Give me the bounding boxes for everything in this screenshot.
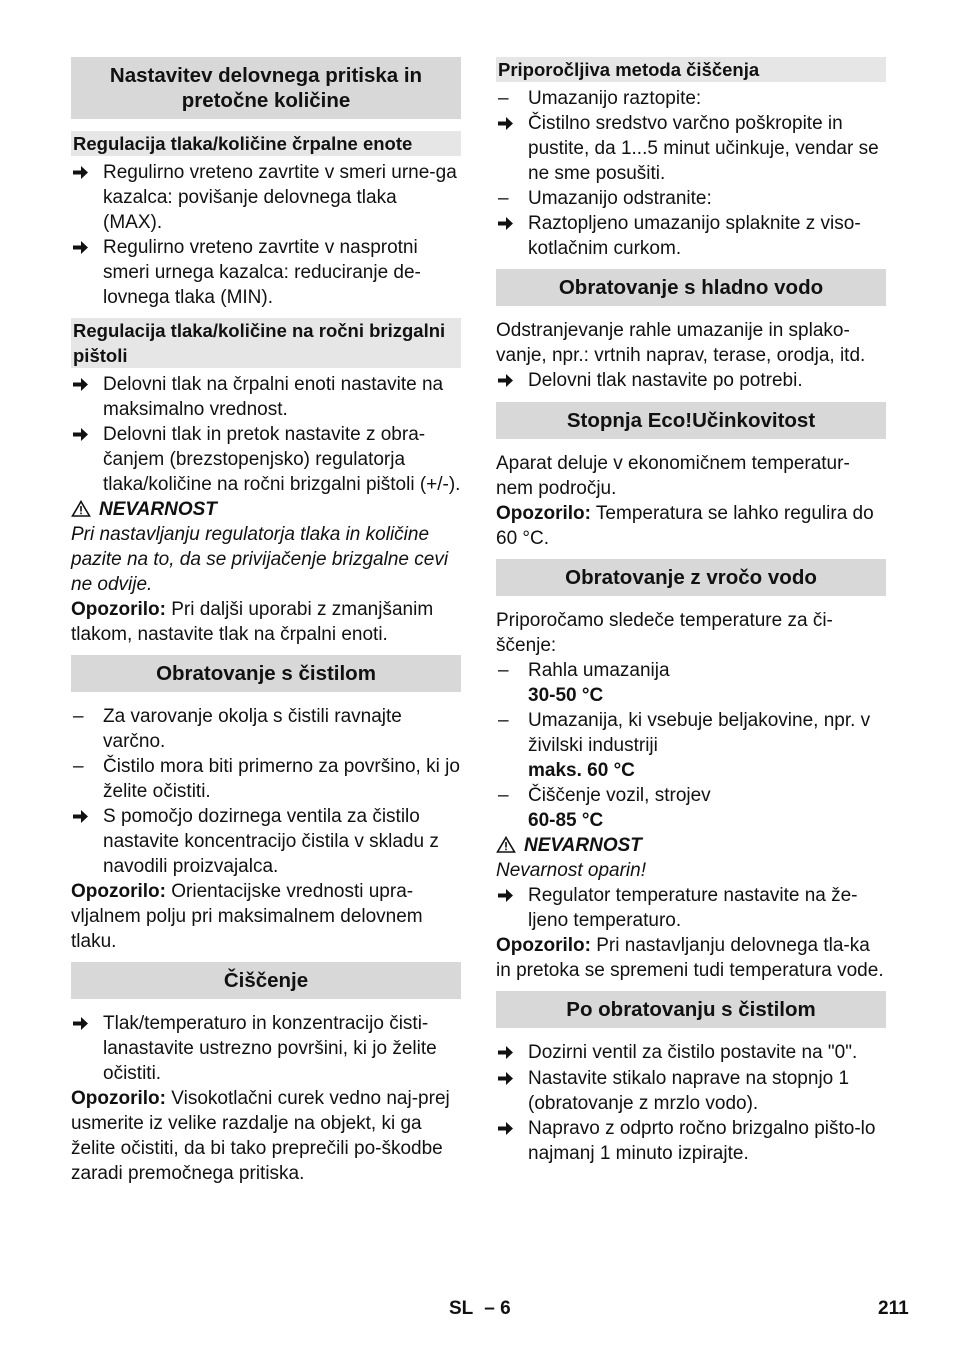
- temperature-value: 30-50 °C: [528, 685, 604, 706]
- dash-marker: –: [73, 756, 84, 777]
- arrow-icon: [496, 1040, 528, 1066]
- left-column: [71, 57, 461, 1186]
- body-text: Priporočamo sledeče temperature za či-ščenje:: [496, 610, 833, 656]
- list-item: [71, 1011, 461, 1086]
- subheading-pump-regulation: Regulacija tlaka/količine črpalne enote: [71, 131, 461, 156]
- list-item-text: Delovni tlak na črpalni enoti nastavite na maksimalno vrednost.: [103, 374, 444, 420]
- list-item: [496, 1066, 886, 1116]
- footer-section-ref: [449, 1298, 511, 1320]
- list-item-text: Umazanija, ki vsebuje beljakovine, npr. v živilski industriji: [528, 710, 871, 756]
- list-item: [496, 186, 886, 211]
- warning-triangle-icon: [71, 500, 91, 517]
- note-paragraph: [496, 933, 886, 983]
- subheading-cleaning-method: Priporočljiva metoda čiščenja: [496, 57, 886, 82]
- list-item-text: Raztopljeno umazanijo splaknite z viso-kotlačnim curkom.: [528, 213, 861, 259]
- list-item-text: Regulirno vreteno zavrtite v nasprotni smeri urnega kazalca: reduciranje de-lovnega tlaka (MIN).: [103, 237, 421, 308]
- note-label: Opozorilo:: [71, 1088, 166, 1109]
- list-item-text: Umazanijo odstranite:: [528, 188, 712, 209]
- dash-marker: –: [498, 660, 509, 681]
- dash-marker: –: [498, 710, 509, 731]
- list-item: [496, 658, 886, 708]
- list-item-text: Čistilno sredstvo varčno poškropite in pustite, da 1...5 minut učinkuje, vendar se ne sme posušiti.: [528, 113, 879, 184]
- heading-cleaning: Čiščenje: [71, 962, 461, 999]
- note-text: Visokotlačni curek vedno naj-prej usmerite iz velike razdalje na objekt, ki ga želite očistiti, da bi tako preprečili po-škodbe zaradi premočnega pritiska.: [71, 1088, 450, 1184]
- list-item: [71, 804, 461, 879]
- list-item: [496, 783, 886, 833]
- arrow-icon: [496, 111, 528, 186]
- subheading-gun-regulation: Regulacija tlaka/količine na ročni brizgalni pištoli: [71, 318, 461, 368]
- list-item: [71, 160, 461, 235]
- arrow-icon: [71, 804, 103, 879]
- list-item-text: Delovni tlak in pretok nastavite z obra-čanjem (brezstopenjsko) regulatorja tlaka/količine na ročni brizgalni pištoli (+/-).: [103, 424, 461, 495]
- heading-detergent-operation: Obratovanje s čistilom: [71, 655, 461, 692]
- heading-eco: Stopnja Eco!Učinkovitost: [496, 402, 886, 439]
- body-text: Odstranjevanje rahle umazanije in splako-vanje, npr.: vrtnih naprav, terase, orodja, itd.: [496, 320, 866, 366]
- list-item: [71, 372, 461, 422]
- danger-text: Nevarnost oparin!: [496, 860, 646, 881]
- note-text: Temperatura se lahko regulira do 60 °C.: [496, 503, 874, 549]
- dash-marker: –: [498, 188, 509, 209]
- list-item: [496, 883, 886, 933]
- danger-label: NEVARNOST: [99, 499, 217, 520]
- list-item-text: S pomočjo dozirnega ventila za čistilo nastavite koncentracijo čistila v skladu z navodili proizvajalca.: [103, 806, 439, 877]
- danger-label: NEVARNOST: [524, 835, 642, 856]
- list-item: [496, 1040, 886, 1066]
- temperature-value: maks. 60 °C: [528, 760, 635, 781]
- arrow-icon: [496, 368, 528, 394]
- page-number: 211: [878, 1298, 909, 1319]
- heading-hot-water: Obratovanje z vročo vodo: [496, 559, 886, 596]
- arrow-icon: [496, 883, 528, 933]
- list-item-text: Rahla umazanija: [528, 660, 670, 681]
- list-item: [496, 211, 886, 261]
- note-paragraph: [496, 501, 886, 551]
- arrow-icon: [71, 372, 103, 422]
- dash-marker: –: [498, 785, 509, 806]
- arrow-icon: [496, 1116, 528, 1166]
- note-label: Opozorilo:: [71, 881, 166, 902]
- list-item: [71, 422, 461, 497]
- list-item-text: Tlak/temperaturo in konzentracijo čisti-lanastavite ustrezno površini, ki jo želite očistiti.: [103, 1013, 437, 1084]
- arrow-icon: [71, 422, 103, 497]
- footer-separator: –: [484, 1298, 495, 1319]
- list-item-content: [528, 783, 711, 833]
- list-item: [496, 1116, 886, 1166]
- heading-pressure-flow: Nastavitev delovnega pritiska in pretočne količine: [71, 57, 461, 119]
- warning-triangle-icon: [496, 836, 516, 853]
- list-item: [71, 704, 461, 754]
- note-label: Opozorilo:: [496, 503, 591, 524]
- danger-heading: [496, 833, 886, 858]
- arrow-icon: [71, 160, 103, 235]
- list-item: [71, 754, 461, 804]
- arrow-icon: [496, 211, 528, 261]
- note-label: Opozorilo:: [496, 935, 591, 956]
- list-item-text: Dozirni ventil za čistilo postavite na "0".: [528, 1042, 858, 1063]
- footer-language: SL: [449, 1298, 473, 1319]
- list-item-text: Napravo z odprto ročno brizgalno pišto-lo najmanj 1 minuto izpirajte.: [528, 1118, 876, 1164]
- footer-section-page: 6: [500, 1298, 511, 1319]
- list-item-text: Čistilo mora biti primerno za površino, ki jo želite očistiti.: [103, 756, 460, 802]
- list-item: [496, 708, 886, 783]
- arrow-icon: [71, 235, 103, 310]
- list-item-text: Čiščenje vozil, strojev: [528, 785, 711, 806]
- list-item: [496, 86, 886, 111]
- note-text: Pri daljši uporabi z zmanjšanim tlakom, nastavite tlak na črpalni enoti.: [71, 599, 434, 645]
- dash-marker: –: [73, 706, 84, 727]
- list-item: [71, 235, 461, 310]
- list-item-content: [528, 708, 886, 783]
- arrow-icon: [496, 1066, 528, 1116]
- body-text: Aparat deluje v ekonomičnem temperatur-nem področju.: [496, 453, 850, 499]
- note-paragraph: [71, 1086, 461, 1186]
- list-item-text: Regulirno vreteno zavrtite v smeri urne-ga kazalca: povišanje delovnega tlaka (MAX).: [103, 162, 457, 233]
- right-column: [496, 57, 886, 1166]
- note-label: Opozorilo:: [71, 599, 166, 620]
- note-paragraph: [71, 879, 461, 954]
- list-item: [496, 111, 886, 186]
- note-paragraph: [71, 597, 461, 647]
- list-item-text: Nastavite stikalo naprave na stopnjo 1 (obratovanje z mrzlo vodo).: [528, 1068, 850, 1114]
- danger-text: Pri nastavljanju regulatorja tlaka in količine pazite na to, da se privijačenje brizgalne cevi ne odvije.: [71, 524, 449, 595]
- temperature-value: 60-85 °C: [528, 810, 604, 831]
- list-item-content: [528, 658, 670, 708]
- list-item-text: Za varovanje okolja s čistili ravnajte varčno.: [103, 706, 402, 752]
- note-text: Orientacijske vrednosti upra-vljalnem polju pri maksimalnem delovnem tlaku.: [71, 881, 423, 952]
- list-item-text: Regulator temperature nastavite na že-ljeno temperaturo.: [528, 885, 858, 931]
- heading-cold-water: Obratovanje s hladno vodo: [496, 269, 886, 306]
- list-item: [496, 368, 886, 394]
- arrow-icon: [71, 1011, 103, 1086]
- note-text: Pri nastavljanju delovnega tla-ka in pretoka se spremeni tudi temperatura vode.: [496, 935, 884, 981]
- dash-marker: –: [498, 88, 509, 109]
- list-item-text: Umazanijo raztopite:: [528, 88, 702, 109]
- danger-heading: [71, 497, 461, 522]
- heading-after-detergent: Po obratovanju s čistilom: [496, 991, 886, 1028]
- list-item-text: Delovni tlak nastavite po potrebi.: [528, 370, 803, 391]
